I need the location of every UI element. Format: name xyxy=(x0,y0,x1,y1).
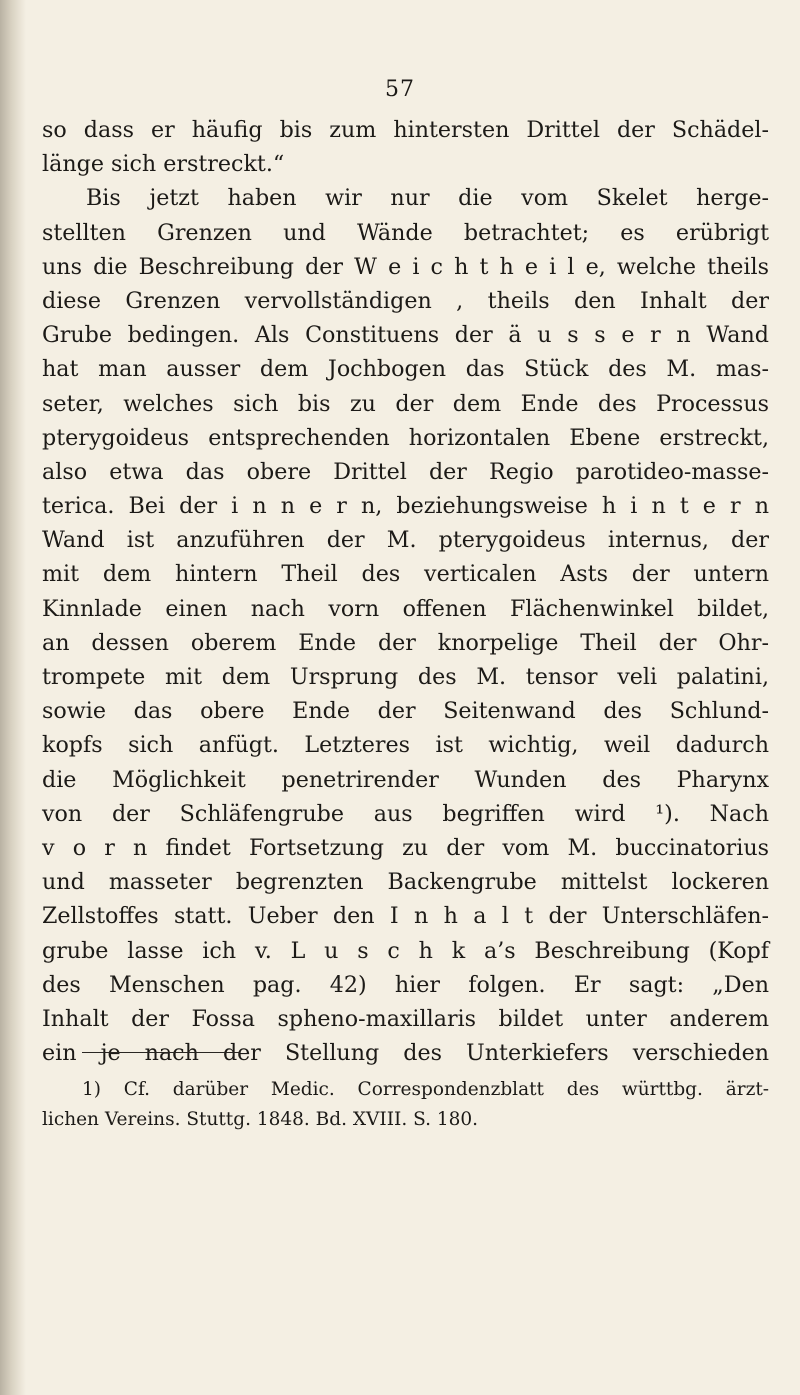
text-line: Wand ist anzuführen der M. pterygoideus internus, der xyxy=(42,527,769,554)
text-line: pterygoideus entsprechenden horizontalen Ebene erstreckt, xyxy=(42,424,769,451)
text-line: die Möglichkeit penetrirender Wunden des Pharynx xyxy=(42,766,769,793)
text-line: Inhalt der Fossa spheno-maxillaris bildet unter anderem xyxy=(42,1005,769,1032)
footnotes xyxy=(42,1075,769,1135)
text-line: an dessen oberem Ende der knorpelige Theil der Ohr- xyxy=(42,629,769,656)
page-number: 57 xyxy=(385,77,415,102)
text-line: Kinnlade einen nach vorn offenen Flächenwinkel bildet, xyxy=(42,595,769,622)
text-line: uns die Beschreibung der W e i c h t h e i l e, welche theils xyxy=(42,253,769,280)
text-line: Zellstoffes statt. Ueber den I n h a l t der Unterschläfen- xyxy=(42,903,769,930)
text-line: kopfs sich anfügt. Letzteres ist wichtig, weil dadurch xyxy=(42,732,769,759)
text-line: v o r n findet Fortsetzung zu der vom M. buccinatorius xyxy=(42,834,769,861)
text-line: stellten Grenzen und Wände betrachtet; es erübrigt xyxy=(42,219,769,246)
text-line: ein je nach der Stellung des Unterkiefers verschieden xyxy=(42,1040,769,1067)
text-line: Grube bedingen. Als Constituens der ä u s s e r n Wand xyxy=(42,322,769,349)
text-line: so dass er häufig bis zum hintersten Drittel der Schädel- xyxy=(42,117,769,143)
footnote-divider xyxy=(82,1052,240,1053)
text-line: diese Grenzen vervollständigen , theils den Inhalt der xyxy=(42,287,769,314)
text-line: sowie das obere Ende der Seitenwand des Schlund- xyxy=(42,698,769,725)
body-text xyxy=(42,113,769,1070)
text-line: mit dem hintern Theil des verticalen Asts der untern xyxy=(42,561,769,588)
text-line: trompete mit dem Ursprung des M. tensor veli palatini, xyxy=(42,664,769,690)
text-line: von der Schläfengrube aus begriffen wird ¹). Nach xyxy=(42,800,769,827)
text-line: hat man ausser dem Jochbogen das Stück des M. mas- xyxy=(42,356,769,383)
text-line: und masseter begrenzten Backengrube mittelst lockeren xyxy=(42,869,769,896)
text-line: länge sich erstreckt.“ xyxy=(42,151,285,178)
text-line: terica. Bei der i n n e r n, beziehungsweise h i n t e r n xyxy=(42,493,769,520)
text-line: grube lasse ich v. L u s c h k a’s Beschreibung (Kopf xyxy=(42,937,769,964)
footnote-line: lichen Vereins. Stuttg. 1848. Bd. XVIII. S. 180. xyxy=(42,1109,479,1130)
text-line: seter, welches sich bis zu der dem Ende des Processus xyxy=(42,390,769,417)
text-line: also etwa das obere Drittel der Regio parotideo-masse- xyxy=(42,458,769,485)
text-line: Bis jetzt haben wir nur die vom Skelet herge- xyxy=(86,185,769,212)
text-line: des Menschen pag. 42) hier folgen. Er sagt: „Den xyxy=(42,971,769,998)
footnote-line: 1) Cf. darüber Medic. Correspondenzblatt des württbg. ärzt- xyxy=(82,1079,769,1100)
page-edge-shadow xyxy=(0,0,26,1395)
